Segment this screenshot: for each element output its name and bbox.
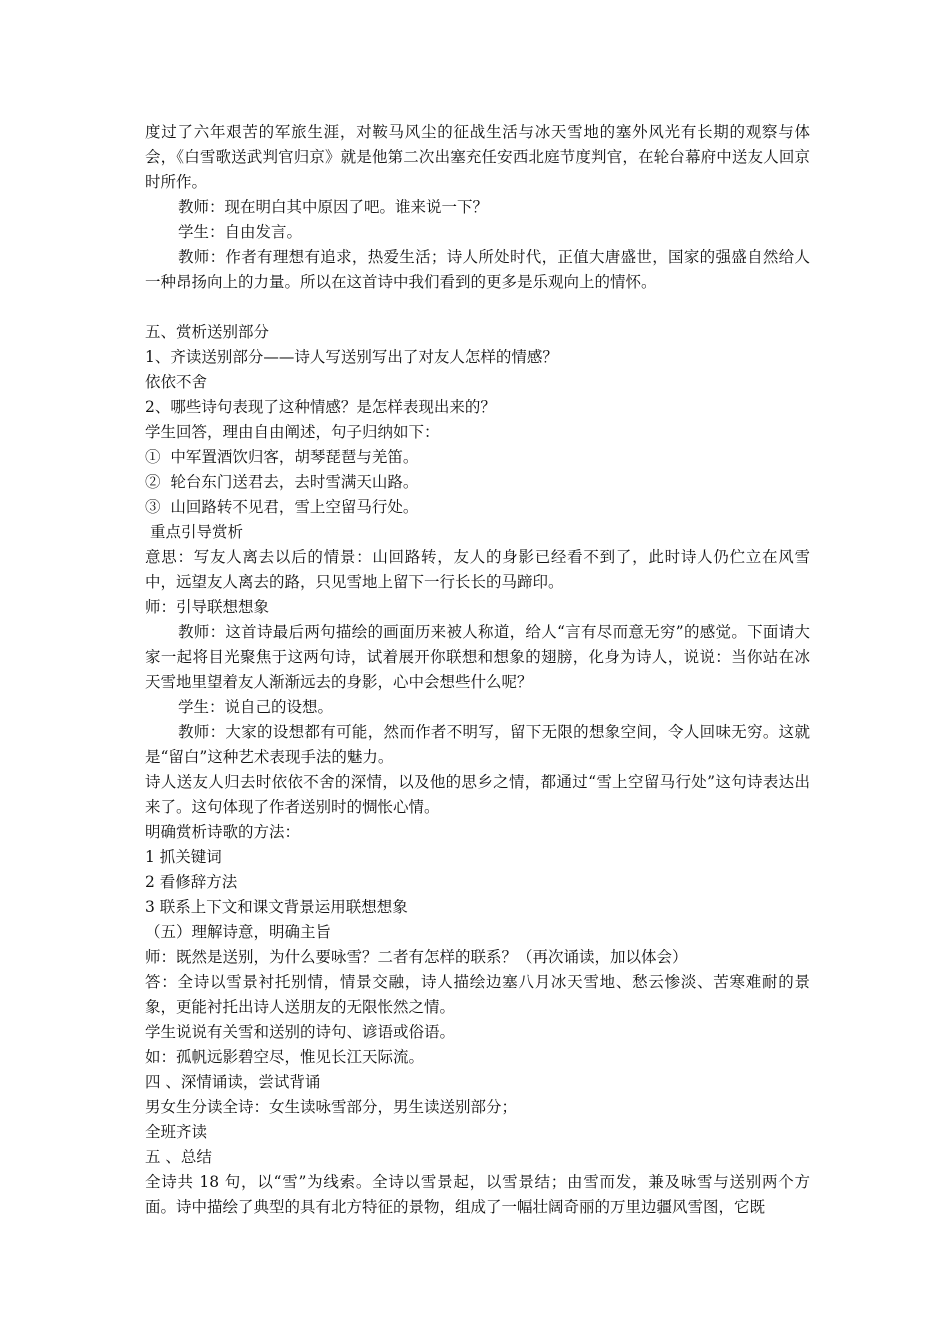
paragraph-teacher-question: 教师：现在明白其中原因了吧。谁来说一下？: [178, 198, 489, 216]
blank-line: [145, 295, 810, 320]
paragraph-teacher-prompt: 教师：这首诗最后两句描绘的画面历来被人称道，给人“言有尽而意无穷”的感觉。下面请大家一起将目光聚焦于这两句诗，试着展开你联想和想象的翅膀，化身为诗人，说说：当你站在冰天雪地里望着友人渐渐远去的身影，心中会想些什么呢？: [145, 623, 810, 691]
paragraph-teacher-why-snow: 师：既然是送别，为什么要咏雪？二者有怎样的联系？（再次诵读，加以体会）: [145, 948, 688, 966]
paragraph-student-poems: 学生说说有关雪和送别的诗句、谚语或俗语。: [145, 1023, 456, 1041]
poem-line-3: ③ 山回路转不见君，雪上空留马行处。: [145, 498, 419, 516]
paragraph-answer-1: 依依不舍: [145, 373, 208, 391]
paragraph-poet-feeling: 诗人送友人归去时依依不舍的深情，以及他的思乡之情，都通过“雪上空留马行处”这句诗表达出来了。这句体现了作者送别时的惆怅心情。: [145, 773, 810, 816]
paragraph-student-answer: 学生：自由发言。: [178, 223, 303, 241]
paragraph-background: 度过了六年艰苦的军旅生涯，对鞍马风尘的征战生活与冰天雪地的塞外风光有长期的观察与体会，《白雪歌送武判官归京》就是他第二次出塞充任安西北庭节度判官，在轮台幕府中送友人回京时所作。: [145, 123, 810, 191]
paragraph-student-summary: 学生回答，理由自由阐述，句子归纳如下：: [145, 423, 440, 441]
method-item-1: 1 抓关键词: [145, 848, 222, 866]
paragraph-method-heading: 明确赏析诗歌的方法：: [145, 823, 301, 841]
paragraph-key-guidance: 重点引导赏析: [145, 523, 243, 541]
paragraph-student-idea: 学生：说自己的设想。: [178, 698, 334, 716]
poem-line-2: ② 轮台东门送君去，去时雪满天山路。: [145, 473, 419, 491]
document-page: [145, 120, 810, 1220]
paragraph-answer-snow: 答：全诗以雪景衬托别情，情景交融，诗人描绘边塞八月冰天雪地、愁云惨淡、苦寒难耐的景象，更能衬托出诗人送朋友的无限怅然之情。: [145, 973, 810, 1016]
method-item-2: 2 看修辞方法: [145, 873, 238, 891]
paragraph-meaning: 意思：写友人离去以后的情景：山回路转，友人的身影已经看不到了，此时诗人仍伫立在风雪中，远望友人离去的路，只见雪地上留下一行长长的马蹄印。: [145, 548, 810, 591]
paragraph-teacher-explanation: 教师：作者有理想有追求，热爱生活；诗人所处时代，正值大唐盛世，国家的强盛自然给人一种昂扬向上的力量。所以在这首诗中我们看到的更多是乐观向上的情怀。: [145, 248, 810, 291]
paragraph-summary: 全诗共 18 句，以“雪”为线索。全诗以雪景起，以雪景结；由雪而发，兼及咏雪与送别两个方面。诗中描绘了典型的具有北方特征的景物，组成了一幅壮阔奇丽的万里边疆风雪图，它既: [145, 1173, 810, 1216]
paragraph-example-poem: 如：孤帆远影碧空尽，惟见长江天际流。: [145, 1048, 425, 1066]
paragraph-teacher-blank-space: 教师：大家的设想都有可能，然而作者不明写，留下无限的想象空间，令人回味无穷。这就是“留白”这种艺术表现手法的魅力。: [145, 723, 810, 766]
section-heading-summary: 五 、总结: [145, 1148, 212, 1166]
section-heading-farewell: 五、赏析送别部分: [145, 323, 270, 341]
section-heading-theme: （五）理解诗意，明确主旨: [145, 923, 332, 941]
paragraph-teacher-guide: 师：引导联想想象: [145, 598, 270, 616]
paragraph-question-1: 1、齐读送别部分——诗人写送别写出了对友人怎样的情感？: [145, 348, 558, 366]
paragraph-class-reading: 全班齐读: [145, 1123, 208, 1141]
paragraph-question-2: 2、哪些诗句表现了这种情感？是怎样表现出来的？: [145, 398, 496, 416]
section-heading-recite: 四 、深情诵读，尝试背诵: [145, 1073, 321, 1091]
paragraph-split-reading: 男女生分读全诗：女生读咏雪部分，男生读送别部分；: [145, 1098, 518, 1116]
poem-line-1: ① 中军置酒饮归客，胡琴琵琶与羌笛。: [145, 448, 419, 466]
method-item-3: 3 联系上下文和课文背景运用联想想象: [145, 898, 408, 916]
